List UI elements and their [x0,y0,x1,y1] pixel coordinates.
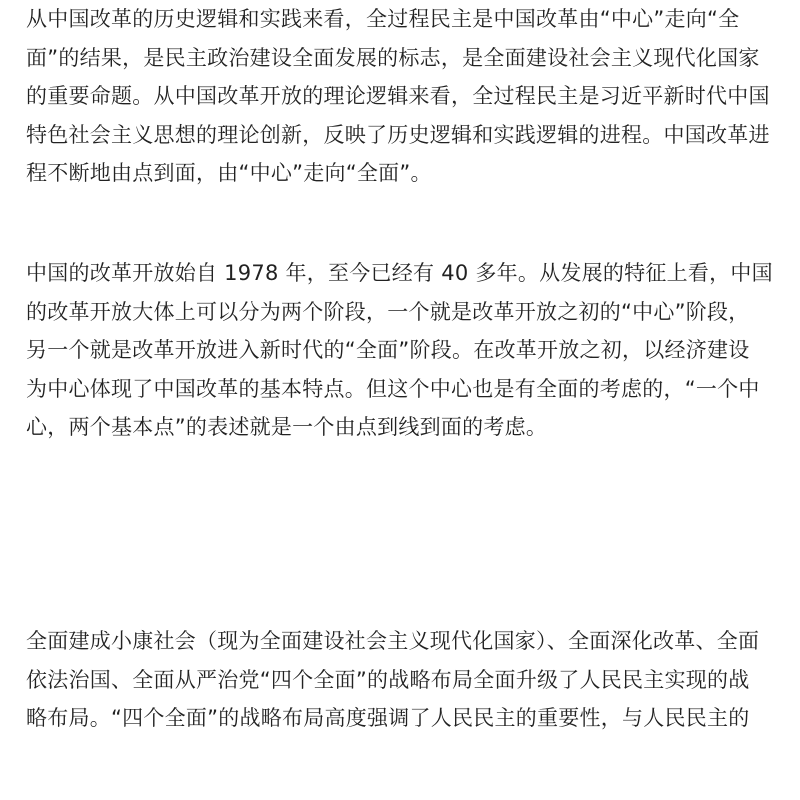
paragraph-line: 略布局。“四个全面”的战略布局高度强调了人民民主的重要性，与人民民主的 [26,706,750,731]
paragraph-3 [26,628,776,744]
paragraph-line: 心，两个基本点”的表述就是一个由点到线到面的考虑。 [26,415,548,440]
paragraph-2 [26,260,776,453]
paragraph-line: 的改革开放大体上可以分为两个阶段，一个就是改革开放之初的“中心”阶段， [26,299,750,324]
paragraph-line: 中国的改革开放始自 1978 年，至今已经有 40 多年。从发展的特征上看，中国 [26,261,773,285]
paragraph-line: 从中国改革的历史逻辑和实践来看，全过程民主是中国改革由“中心”走向“全 [26,7,740,31]
paragraph-line: 特色社会主义思想的理论创新，反映了历史逻辑和实践逻辑的进程。中国改革进 [26,122,770,147]
paragraph-line: 为中心体现了中国改革的基本特点。但这个中心也是有全面的考虑的，“一个中 [26,376,760,401]
paragraph-1 [26,6,776,199]
paragraph-line: 面”的结果，是民主政治建设全面发展的标志，是全面建设社会主义现代化国家 [26,45,760,70]
paragraph-line: 程不断地由点到面，由“中心”走向“全面”。 [26,161,432,186]
paragraph-line: 另一个就是改革开放进入新时代的“全面”阶段。在改革开放之初，以经济建设 [26,338,750,363]
paragraph-line: 全面建成小康社会（现为全面建设社会主义现代化国家）、全面深化改革、全面 [26,629,760,653]
paragraph-line: 的重要命题。从中国改革开放的理论逻辑来看，全过程民主是习近平新时代中国 [26,84,770,109]
paragraph-line: 依法治国、全面从严治党“四个全面”的战略布局全面升级了人民民主实现的战 [26,667,750,692]
